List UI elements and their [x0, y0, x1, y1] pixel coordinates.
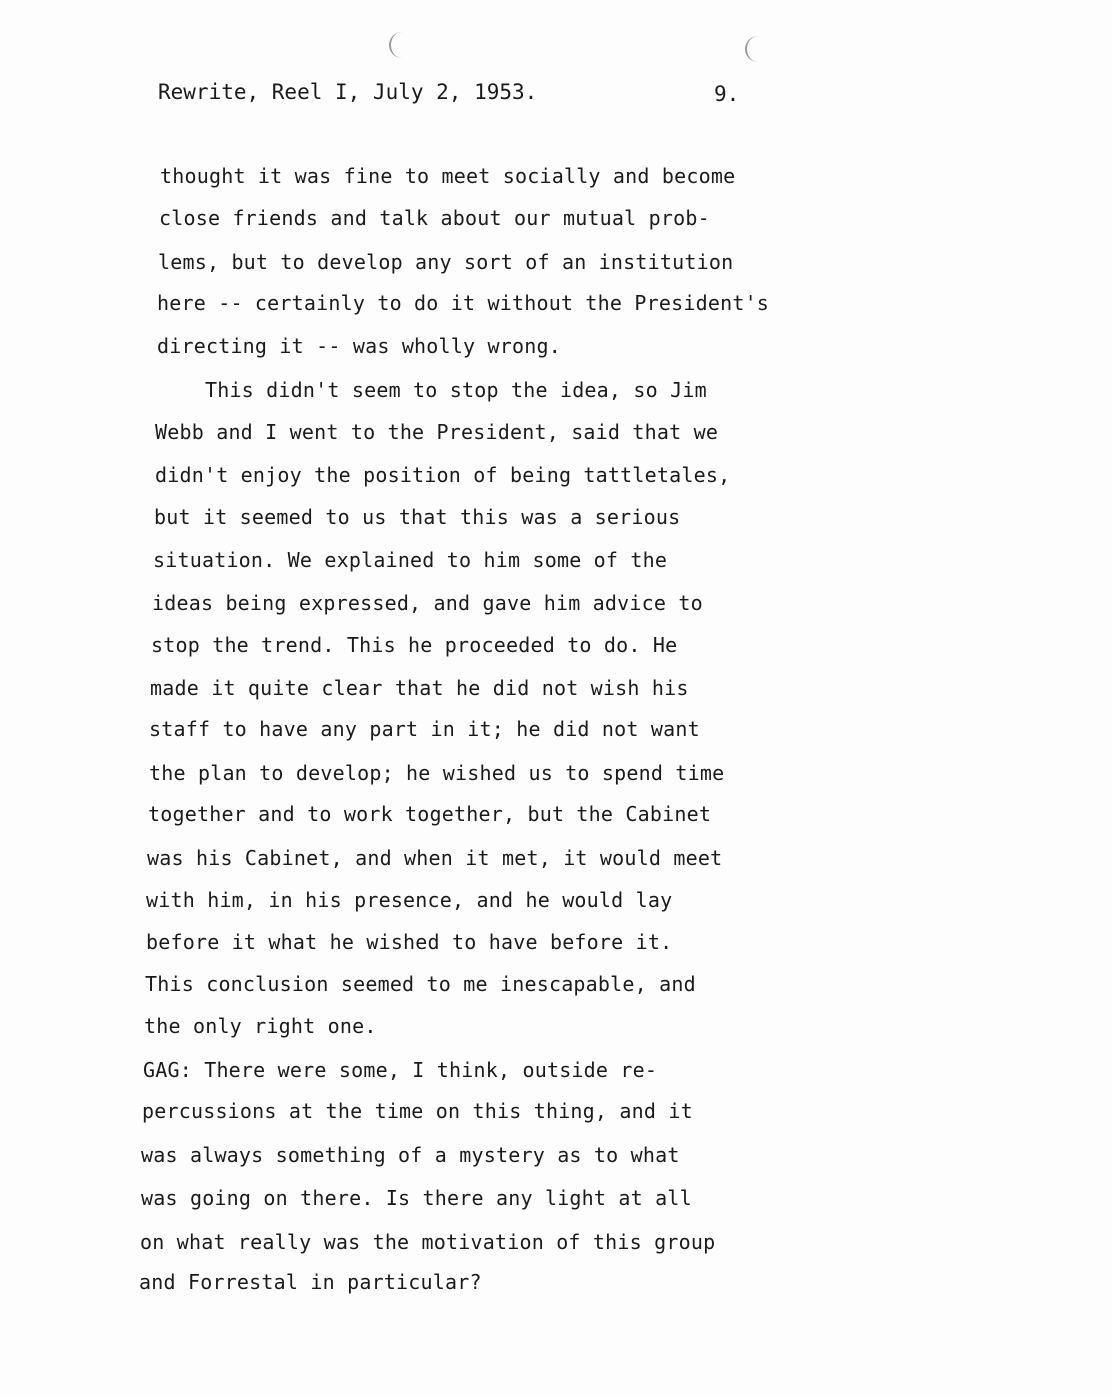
- text-line: didn't enjoy the position of being tattletales,: [155, 463, 731, 487]
- text-line: This didn't seem to stop the idea, so Jim: [156, 378, 707, 402]
- text-line: ideas being expressed, and gave him advice to: [152, 591, 703, 615]
- text-line: stop the trend. This he proceeded to do. He: [151, 633, 678, 657]
- text-line: with him, in his presence, and he would lay: [146, 888, 673, 912]
- text-line: staff to have any part in it; he did not want: [149, 717, 700, 741]
- punch-hole-mark: [389, 32, 405, 58]
- text-line: was always something of a mystery as to what: [141, 1143, 680, 1167]
- text-line: This conclusion seemed to me inescapable, and: [145, 972, 696, 996]
- text-line: the only right one.: [144, 1014, 377, 1038]
- page-number: 9.: [714, 82, 740, 106]
- text-line: was his Cabinet, and when it met, it would meet: [147, 846, 723, 870]
- text-line: thought it was fine to meet socially and become: [160, 164, 736, 188]
- text-line: here -- certainly to do it without the President's: [157, 291, 770, 315]
- text-line: was going on there. Is there any light at all: [141, 1186, 692, 1210]
- text-line: on what really was the motivation of this group: [140, 1230, 716, 1254]
- text-line: directing it -- was wholly wrong.: [157, 334, 561, 358]
- text-line: situation. We explained to him some of the: [153, 548, 668, 572]
- text-line: the plan to develop; he wished us to spend time: [149, 761, 725, 785]
- text-line: but it seemed to us that this was a serious: [154, 505, 681, 529]
- header-title: Rewrite, Reel I, July 2, 1953.: [158, 80, 538, 104]
- text-line: Webb and I went to the President, said that we: [155, 420, 719, 444]
- text-line: GAG: There were some, I think, outside re-: [143, 1058, 658, 1082]
- text-line: together and to work together, but the Cabinet: [148, 802, 712, 826]
- text-line: close friends and talk about our mutual prob-: [159, 206, 710, 230]
- text-line: lems, but to develop any sort of an institution: [158, 250, 734, 274]
- text-line: made it quite clear that he did not wish his: [150, 676, 689, 700]
- punch-hole-mark: [745, 36, 761, 62]
- page-header: [158, 76, 758, 112]
- text-line: before it what he wished to have before it.: [146, 930, 673, 954]
- text-line: and Forrestal in particular?: [139, 1270, 482, 1294]
- text-line: percussions at the time on this thing, and it: [142, 1099, 693, 1123]
